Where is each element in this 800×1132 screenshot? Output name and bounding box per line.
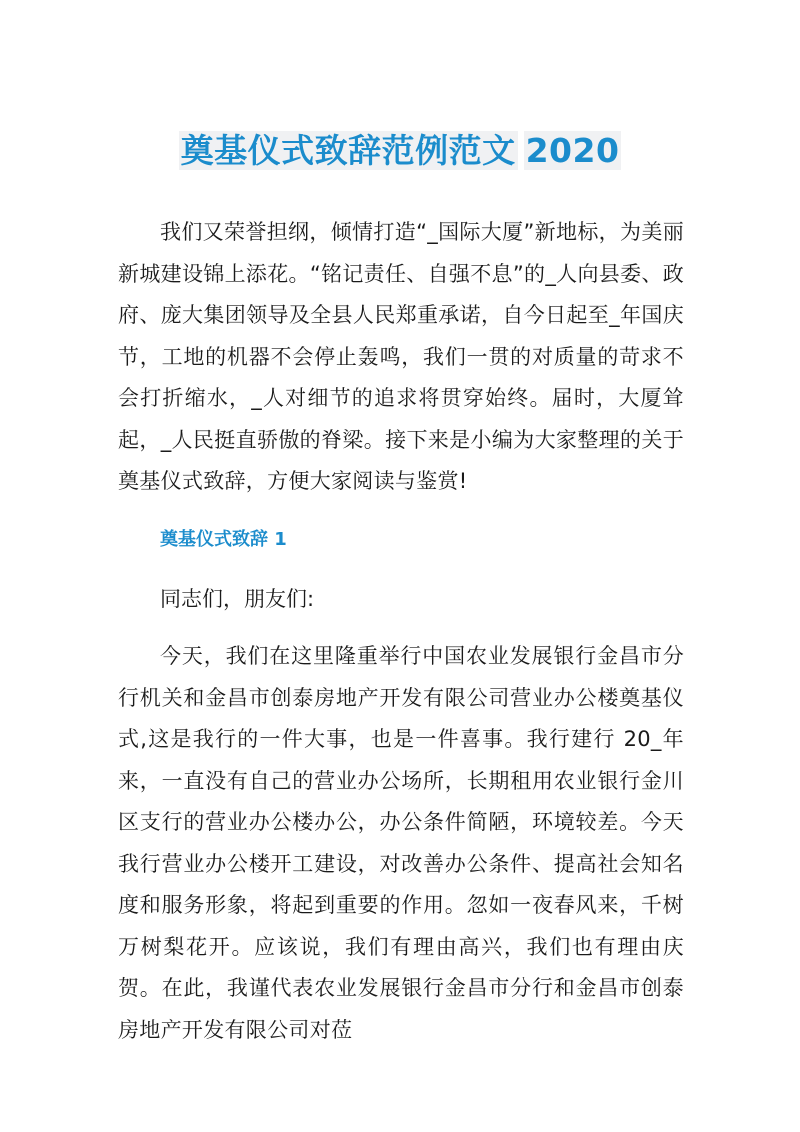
speech-paragraph: 今天，我们在这里隆重举行中国农业发展银行金昌市分行机关和金昌市创泰房地产开发有限公司营业办公楼奠基仪式,这是我行的一件大事，也是一件喜事。我行建行 20_年来，一直没有自己的营业办公场所，长期租用农业银行金川区支行的营业办公楼办公，办公条件简陋，环境较差。今天我行营业办公楼开工建设，对改善办公条件、提高社会知名度和服务形象，将起到重要的作用。忽如一夜春风来，千树万树梨花开。应该说，我们有理由高兴，我们也有理由庆贺。在此，我谨代表农业发展银行金昌市分行和金昌市创泰房地产开发有限公司对莅 [118,644,684,1042]
title-main-text: 奠基仪式致辞范例范文 [180,131,516,171]
section-heading: 奠基仪式致辞 1 [160,529,287,550]
intro-paragraph: 我们又荣誉担纲，倾情打造“_国际大厦”新地标，为美丽新城建设锦上添花。“铭记责任、自强不息”的_人向县委、政府、庞大集团领导及全县人民郑重承诺，自今日起至_年国庆节，工地的机器不会停止轰鸣，我们一贯的对质量的苛求不会打折缩水，_人对细节的追求将贯穿始终。届时，大厦耸起，_人民挺直骄傲的脊梁。接下来是小编为大家整理的关于奠基仪式致辞，方便大家阅读与鉴赏! [118,220,684,493]
document-title [0,128,800,174]
title-year-text: 2020 [525,131,620,171]
salutation: 同志们，朋友们: [160,587,315,611]
